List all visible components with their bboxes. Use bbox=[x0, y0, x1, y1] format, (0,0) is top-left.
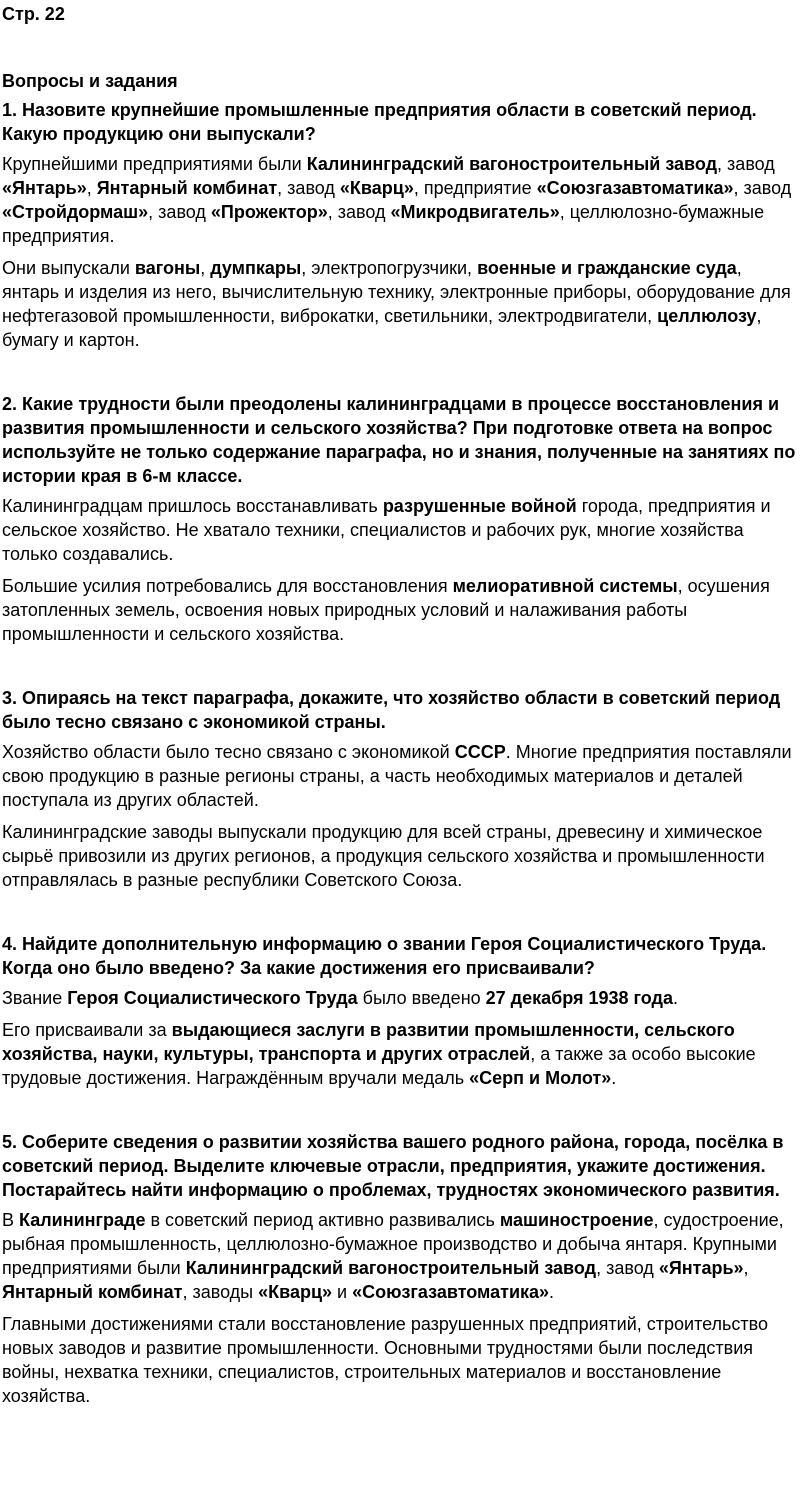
section-title: Вопросы и задания bbox=[2, 71, 178, 91]
text-run: . Многие предприятия поставляли свою продукцию в разные регионы страны, а часть необходимых материалов и деталей поступала из других областей. bbox=[2, 742, 792, 810]
bold-term: думпкары bbox=[210, 258, 302, 278]
question-4: 4. Найдите дополнительную информацию о звании Героя Социалистического Труда. Когда оно было введено? За какие достижения его присваивали? bbox=[2, 934, 767, 978]
bold-term: Героя Социалистического Труда bbox=[67, 988, 358, 1008]
text-run: , осушения затопленных земель, освоения новых природных условий и налаживания работы промышленности и сельского хозяйства. bbox=[2, 576, 770, 644]
bold-term: машиностроение bbox=[499, 1210, 654, 1230]
text-run: Звание bbox=[2, 988, 68, 1008]
answer-3-paragraph-1 bbox=[2, 740, 800, 812]
text-run: города, предприятия и сельское хозяйство. Не хватало техники, специалистов и рабочих рук, многие хозяйства только создавались. bbox=[2, 496, 771, 564]
text-run: , завод bbox=[148, 202, 211, 222]
question-5: 5. Соберите сведения о развитии хозяйства вашего родного района, города, посёлка в советский период. Выделите ключевые отрасли, предприятия, укажите достижения. Постарайтесь найти информацию о проблемах, трудностях экономического развития. bbox=[2, 1132, 784, 1200]
bold-term: вагоны bbox=[134, 258, 201, 278]
bold-term: целлюлозу bbox=[657, 306, 757, 326]
bold-term: «Кварц» bbox=[339, 178, 414, 198]
text-run: , заводы bbox=[182, 1282, 259, 1302]
bold-term: Янтарный комбинат bbox=[96, 178, 278, 198]
answer-2-paragraph-1 bbox=[2, 494, 800, 566]
bold-term: «Янтарь» bbox=[658, 1258, 744, 1278]
bold-term: разрушенные войной bbox=[382, 496, 577, 516]
bold-term: Калининградский вагоностроительный завод bbox=[185, 1258, 597, 1278]
bold-term: Калининградский вагоностроительный завод bbox=[306, 154, 718, 174]
bold-term: 27 декабря 1938 года bbox=[485, 988, 673, 1008]
question-3: 3. Опираясь на текст параграфа, докажите, что хозяйство области в советский период было тесно связано с экономикой страны. bbox=[2, 688, 781, 732]
text-run: , завод bbox=[717, 154, 775, 174]
question-1: 1. Назовите крупнейшие промышленные предприятия области в советский период. Какую продукцию они выпускали? bbox=[2, 100, 757, 144]
text-run: Они выпускали bbox=[2, 258, 135, 278]
bold-term: СССР bbox=[454, 742, 506, 762]
text-run: , а также за особо высокие трудовые достижения. Награждённым вручали медаль bbox=[2, 1044, 756, 1088]
text-run: Хозяйство области было тесно связано с экономикой bbox=[2, 742, 455, 762]
bold-term: «Союзгазавтоматика» bbox=[352, 1282, 550, 1302]
text-run: , завод bbox=[596, 1258, 659, 1278]
text-run: Главными достижениями стали восстановление разрушенных предприятий, строительство новых заводов и развитие промышленности. Основными трудностями были последствия войны, нехватка техники, специалистов, строительных материалов и восстановление хозяйства. bbox=[2, 1314, 769, 1406]
bold-term: «Микродвигатель» bbox=[390, 202, 560, 222]
text-run: , bbox=[743, 1258, 749, 1278]
text-run: , янтарь и изделия из него, вычислительную технику, электронные приборы, оборудование для нефтегазовой промышленности, виброкатки, светильники, электродвигатели, bbox=[2, 258, 791, 326]
bold-term: «Кварц» bbox=[258, 1282, 333, 1302]
text-run: . bbox=[673, 988, 679, 1008]
text-run: , электропогрузчики, bbox=[301, 258, 478, 278]
text-run: Крупнейшими предприятиями были bbox=[2, 154, 307, 174]
answer-5-paragraph-1 bbox=[2, 1208, 800, 1304]
bold-term: «Янтарь» bbox=[2, 178, 87, 198]
text-run: . bbox=[611, 1068, 617, 1088]
text-run: , целлюлозно-бумажные предприятия. bbox=[2, 202, 765, 246]
text-run: . bbox=[549, 1282, 555, 1302]
text-run: Большие усилия потребовались для восстановления bbox=[2, 576, 453, 596]
answer-1-paragraph-1 bbox=[2, 152, 800, 248]
answer-3-paragraph-2 bbox=[2, 820, 800, 892]
answer-1-paragraph-2 bbox=[2, 256, 800, 352]
bold-term: «Прожектор» bbox=[210, 202, 328, 222]
text-run: , bbox=[86, 178, 97, 198]
bold-term: «Союзгазавтоматика» bbox=[536, 178, 734, 198]
bold-term: «Серп и Молот» bbox=[469, 1068, 612, 1088]
text-run: было введено bbox=[357, 988, 486, 1008]
text-run: в советский период активно развивались bbox=[145, 1210, 500, 1230]
text-run: В bbox=[2, 1210, 20, 1230]
bold-term: «Стройдормаш» bbox=[2, 202, 149, 222]
bold-term: Янтарный комбинат bbox=[2, 1282, 183, 1302]
answer-5-paragraph-2 bbox=[2, 1312, 800, 1408]
bold-term: мелиоративной системы bbox=[452, 576, 678, 596]
answer-4-paragraph-1 bbox=[2, 986, 800, 1010]
text-run: , завод bbox=[277, 178, 340, 198]
page-label: Стр. 22 bbox=[2, 4, 65, 24]
bold-term: военные и гражданские суда bbox=[477, 258, 737, 278]
question-2: 2. Какие трудности были преодолены калининградцами в процессе восстановления и развития промышленности и сельского хозяйства? При подготовке ответа на вопрос используйте не только содержание параграфа, но и знания, полученные на занятиях по истории края в 6-м классе. bbox=[2, 394, 796, 486]
text-run: , завод bbox=[327, 202, 391, 222]
answer-4-paragraph-2 bbox=[2, 1018, 800, 1090]
text-run: и bbox=[332, 1282, 353, 1302]
text-run: Его присваивали за bbox=[2, 1020, 172, 1040]
text-run: , предприятие bbox=[413, 178, 537, 198]
text-run: , судостроение, рыбная промышленность, целлюлозно-бумажное производство и добыча янтаря. Крупными предприятиями были bbox=[2, 1210, 784, 1278]
text-run: , завод bbox=[733, 178, 792, 198]
bold-term: выдающиеся заслуги в развитии промышленности, сельского хозяйства, науки, культуры, транспорта и других отраслей bbox=[2, 1020, 735, 1064]
text-run: , бумагу и картон. bbox=[2, 306, 762, 350]
answer-2-paragraph-2 bbox=[2, 574, 800, 646]
text-run: Калининградцам пришлось восстанавливать bbox=[2, 496, 383, 516]
text-run: , bbox=[200, 258, 211, 278]
text-run: Калининградские заводы выпускали продукцию для всей страны, древесину и химическое сырьё привозили из других регионов, а продукция сельского хозяйства и промышленности отправлялась в разные республики Советского Союза. bbox=[2, 822, 765, 890]
bold-term: Калининграде bbox=[19, 1210, 146, 1230]
